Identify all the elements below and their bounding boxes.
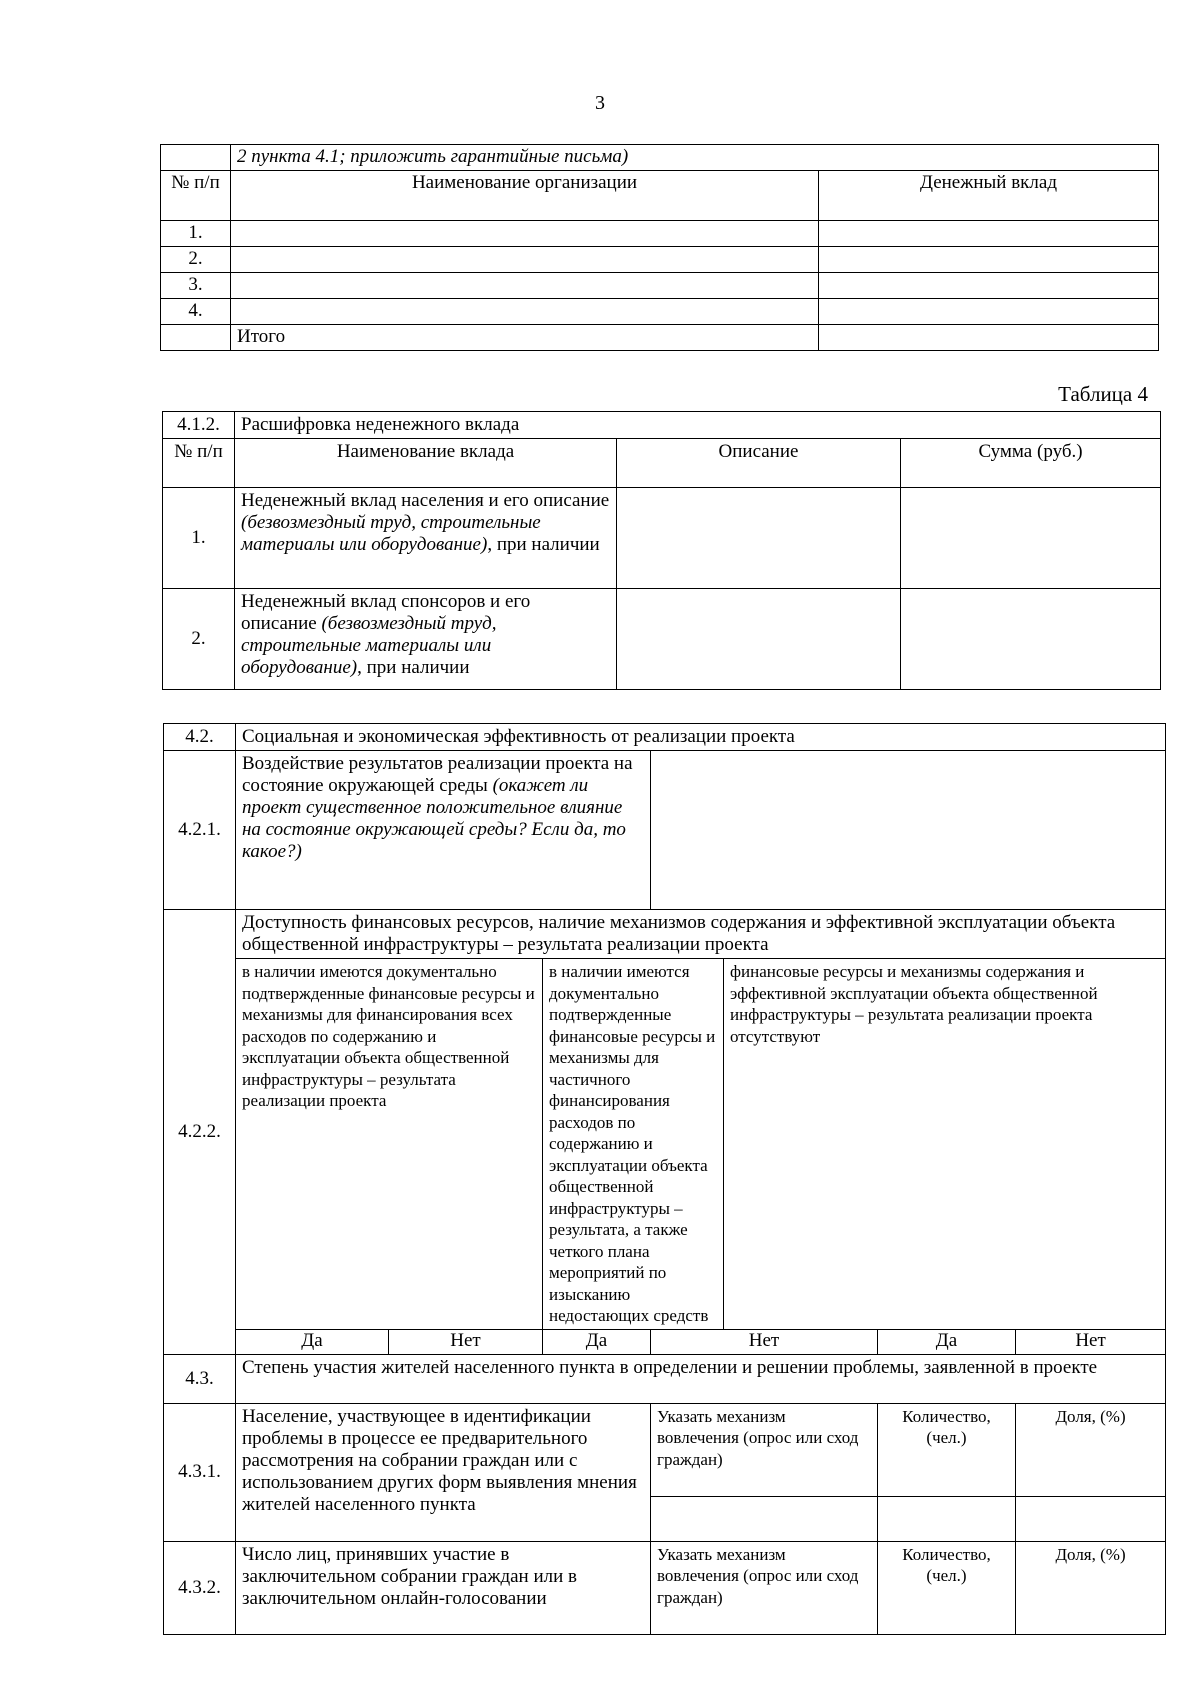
section-number: 4.3.1. (164, 1403, 236, 1541)
col-num-header: № п/п (161, 171, 231, 221)
option-partial-financing: в наличии имеются документально подтвержденные финансовые ресурсы и механизмы для частичного финансирования расходов по содержанию и эксплуатации объекта общественной инфраструктуры – результата, а также четкого плана мероприятий по изысканию недостающих средств (543, 959, 724, 1330)
monetary-contribution-table (160, 144, 1159, 351)
total-label: Итого (231, 325, 819, 351)
org-cell (231, 247, 819, 273)
section-title: Степень участия жителей населенного пункта в определении и решении проблемы, заявленной в проекте (236, 1354, 1166, 1403)
share-label: Доля, (%) (1016, 1403, 1166, 1496)
no-label: Нет (389, 1329, 543, 1354)
sum-cell (901, 589, 1161, 690)
efficiency-table (163, 723, 1166, 1635)
non-monetary-contribution-table (162, 411, 1161, 690)
quantity-label: Количество, (чел.) (878, 1541, 1016, 1634)
row-number: 2. (161, 247, 231, 273)
name-text: Неденежный вклад спонсоров и его описание (241, 591, 531, 634)
empty-cell (161, 325, 231, 351)
mechanism-label: Указать механизм вовлечения (опрос или сход граждан) (651, 1541, 878, 1634)
mechanism-label: Указать механизм вовлечения (опрос или сход граждан) (651, 1403, 878, 1496)
col-sum-header: Сумма (руб.) (901, 439, 1161, 488)
money-cell (819, 247, 1159, 273)
name-suffix: , при наличии (487, 534, 600, 555)
share-value (1016, 1496, 1166, 1541)
section-number: 4.1.2. (163, 412, 235, 439)
row-number: 3. (161, 273, 231, 299)
yes-label: Да (878, 1329, 1016, 1354)
org-cell (231, 221, 819, 247)
section-title: Расшифровка неденежного вклада (235, 412, 1161, 439)
sum-cell (901, 488, 1161, 589)
mechanism-value (651, 1496, 878, 1541)
org-cell (231, 299, 819, 325)
environment-impact (236, 751, 651, 910)
header-note: 2 пункта 4.1; приложить гарантийные письма) (231, 145, 1159, 171)
col-money-header: Денежный вклад (819, 171, 1159, 221)
name-suffix: , при наличии (357, 657, 470, 678)
description-cell (617, 488, 901, 589)
col-num-header: № п/п (163, 439, 235, 488)
yes-label: Да (236, 1329, 389, 1354)
contribution-name (235, 488, 617, 589)
row-number: 4. (161, 299, 231, 325)
option-full-financing: в наличии имеются документально подтвержденные финансовые ресурсы и механизмы для финансирования всех расходов по содержанию и эксплуатации объекта общественной инфраструктуры – результата реализации проекта (236, 959, 543, 1330)
final-meeting-participants: Число лиц, принявших участие в заключительном собрании граждан или в заключительном онлайн-голосовании (236, 1541, 651, 1634)
name-italic: (безвозмездный труд, строительные материалы или оборудование) (241, 512, 541, 555)
no-label: Нет (1016, 1329, 1166, 1354)
money-cell (819, 299, 1159, 325)
yes-label: Да (543, 1329, 651, 1354)
money-cell (819, 221, 1159, 247)
row-number: 2. (163, 589, 235, 690)
col-desc-header: Описание (617, 439, 901, 488)
quantity-value (878, 1496, 1016, 1541)
no-label: Нет (651, 1329, 878, 1354)
description-cell (617, 589, 901, 690)
option-no-financing: финансовые ресурсы и механизмы содержания и эффективной эксплуатации объекта общественной инфраструктуры – результата реализации проекта отсутствуют (724, 959, 1166, 1330)
table-4-label: Таблица 4 (1058, 382, 1148, 406)
money-cell (819, 273, 1159, 299)
section-number: 4.2.1. (164, 751, 236, 910)
participation-identification: Население, участвующее в идентификации проблемы в процессе ее предварительного рассмотрения на собрании граждан или с использованием других форм выявления мнения жителей населенного пункта (236, 1403, 651, 1541)
section-number: 4.2. (164, 724, 236, 751)
share-label: Доля, (%) (1016, 1541, 1166, 1634)
row-number: 1. (161, 221, 231, 247)
section-number: 4.3.2. (164, 1541, 236, 1634)
section-title: Доступность финансовых ресурсов, наличие механизмов содержания и эффективной эксплуатации объекта общественной инфраструктуры – результата реализации проекта (236, 910, 1166, 959)
impact-text: Воздействие результатов реализации проекта на состояние окружающей среды (242, 753, 633, 796)
org-cell (231, 273, 819, 299)
total-value (819, 325, 1159, 351)
empty-cell (161, 145, 231, 171)
section-number: 4.3. (164, 1354, 236, 1403)
contribution-name (235, 589, 617, 690)
section-title: Социальная и экономическая эффективность от реализации проекта (236, 724, 1166, 751)
quantity-label: Количество, (чел.) (878, 1403, 1016, 1496)
row-number: 1. (163, 488, 235, 589)
col-org-header: Наименование организации (231, 171, 819, 221)
section-number: 4.2.2. (164, 910, 236, 1355)
name-text: Неденежный вклад населения и его описание (241, 490, 610, 511)
page-number: 3 (595, 92, 605, 114)
name-italic: (безвозмездный труд, строительные материалы или оборудование) (241, 613, 497, 678)
col-name-header: Наименование вклада (235, 439, 617, 488)
impact-answer-cell (651, 751, 1166, 910)
impact-italic: (окажет ли проект существенное положительное влияние на состояние окружающей среды? Если да, то какое?) (242, 775, 626, 862)
